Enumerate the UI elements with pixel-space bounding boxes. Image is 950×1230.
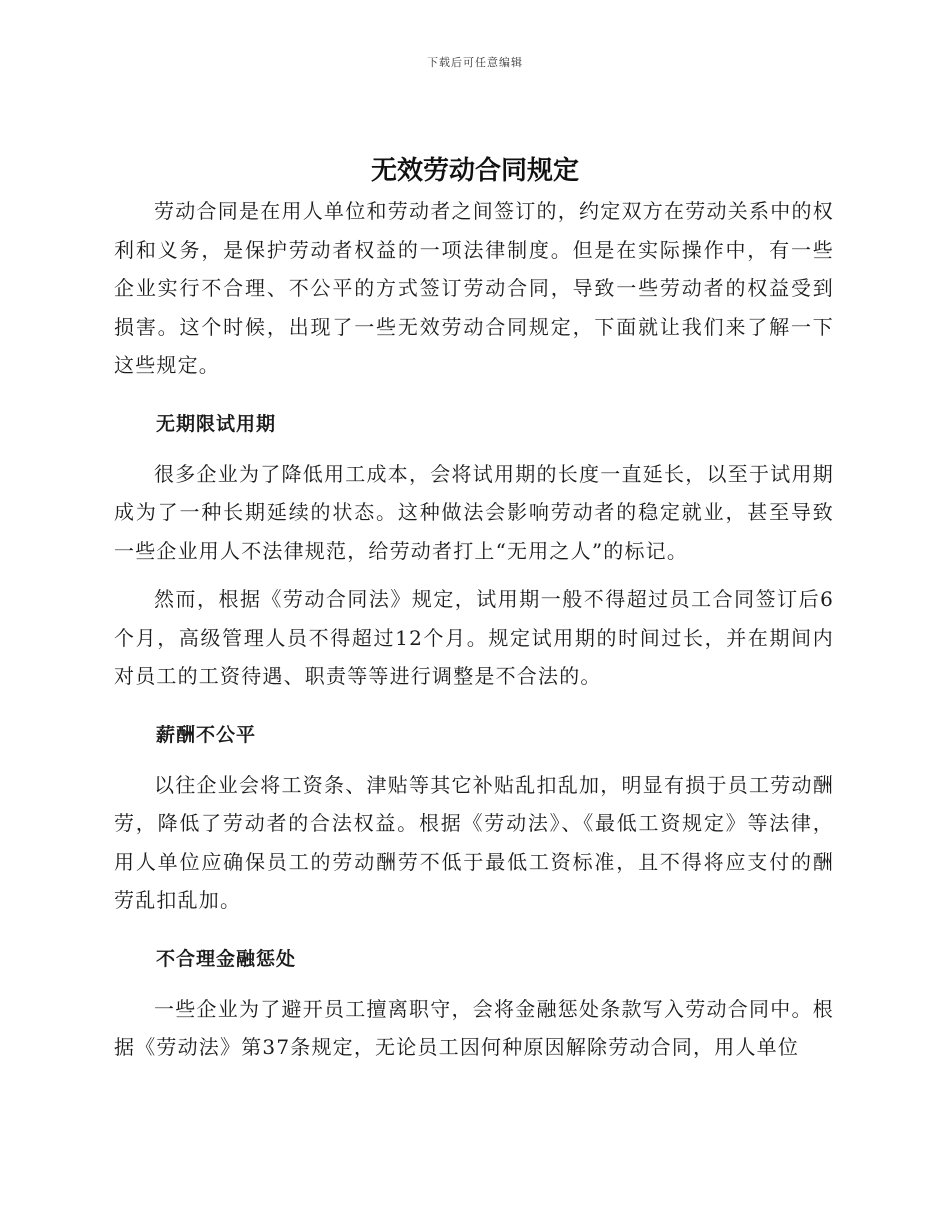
document-title: 无效劳动合同规定 bbox=[370, 156, 579, 186]
section-paragraph: 很多企业为了降低用工成本，会将试用期的长度一直延长，以至于试用期成为了一种长期延续的状态。这种做法会影响劳动者的稳定就业，甚至导致一些企业用人不法律规范，给劳动者打上“无用之人”的标记。 bbox=[114, 461, 834, 563]
document-body bbox=[114, 192, 834, 1067]
section-heading: 薪酬不公平 bbox=[156, 723, 257, 746]
header-note: 下载后可任意编辑 bbox=[427, 56, 523, 69]
section-paragraph: 一些企业为了避开员工擅离职守，会将金融惩处条款写入劳动合同中。根据《劳动法》第37条规定，无论员工因何种原因解除劳动合同，用人单位 bbox=[114, 996, 834, 1059]
section-paragraph: 以往企业会将工资条、津贴等其它补贴乱扣乱加，明显有损于员工劳动酬劳，降低了劳动者的合法权益。根据《劳动法》、《最低工资规定》等法律，用人单位应确保员工的劳动酬劳不低于最低工资标准，且不得将应支付的酬劳乱扣乱加。 bbox=[114, 772, 834, 912]
section-heading: 无期限试用期 bbox=[156, 412, 277, 435]
section-heading: 不合理金融惩处 bbox=[156, 947, 297, 970]
intro-paragraph: 劳动合同是在用人单位和劳动者之间签订的，约定双方在劳动关系中的权利和义务，是保护劳动者权益的一项法律制度。但是在实际操作中，有一些企业实行不合理、不公平的方式签订劳动合同，导致一些劳动者的权益受到损害。这个时候，出现了一些无效劳动合同规定，下面就让我们来了解一下这些规定。 bbox=[114, 199, 834, 377]
section-paragraph: 然而，根据《劳动合同法》规定，试用期一般不得超过员工合同签订后6个月，高级管理人员不得超过12个月。规定试用期的时间过长，并在期间内对员工的工资待遇、职责等等进行调整是不合法的。 bbox=[114, 587, 834, 688]
